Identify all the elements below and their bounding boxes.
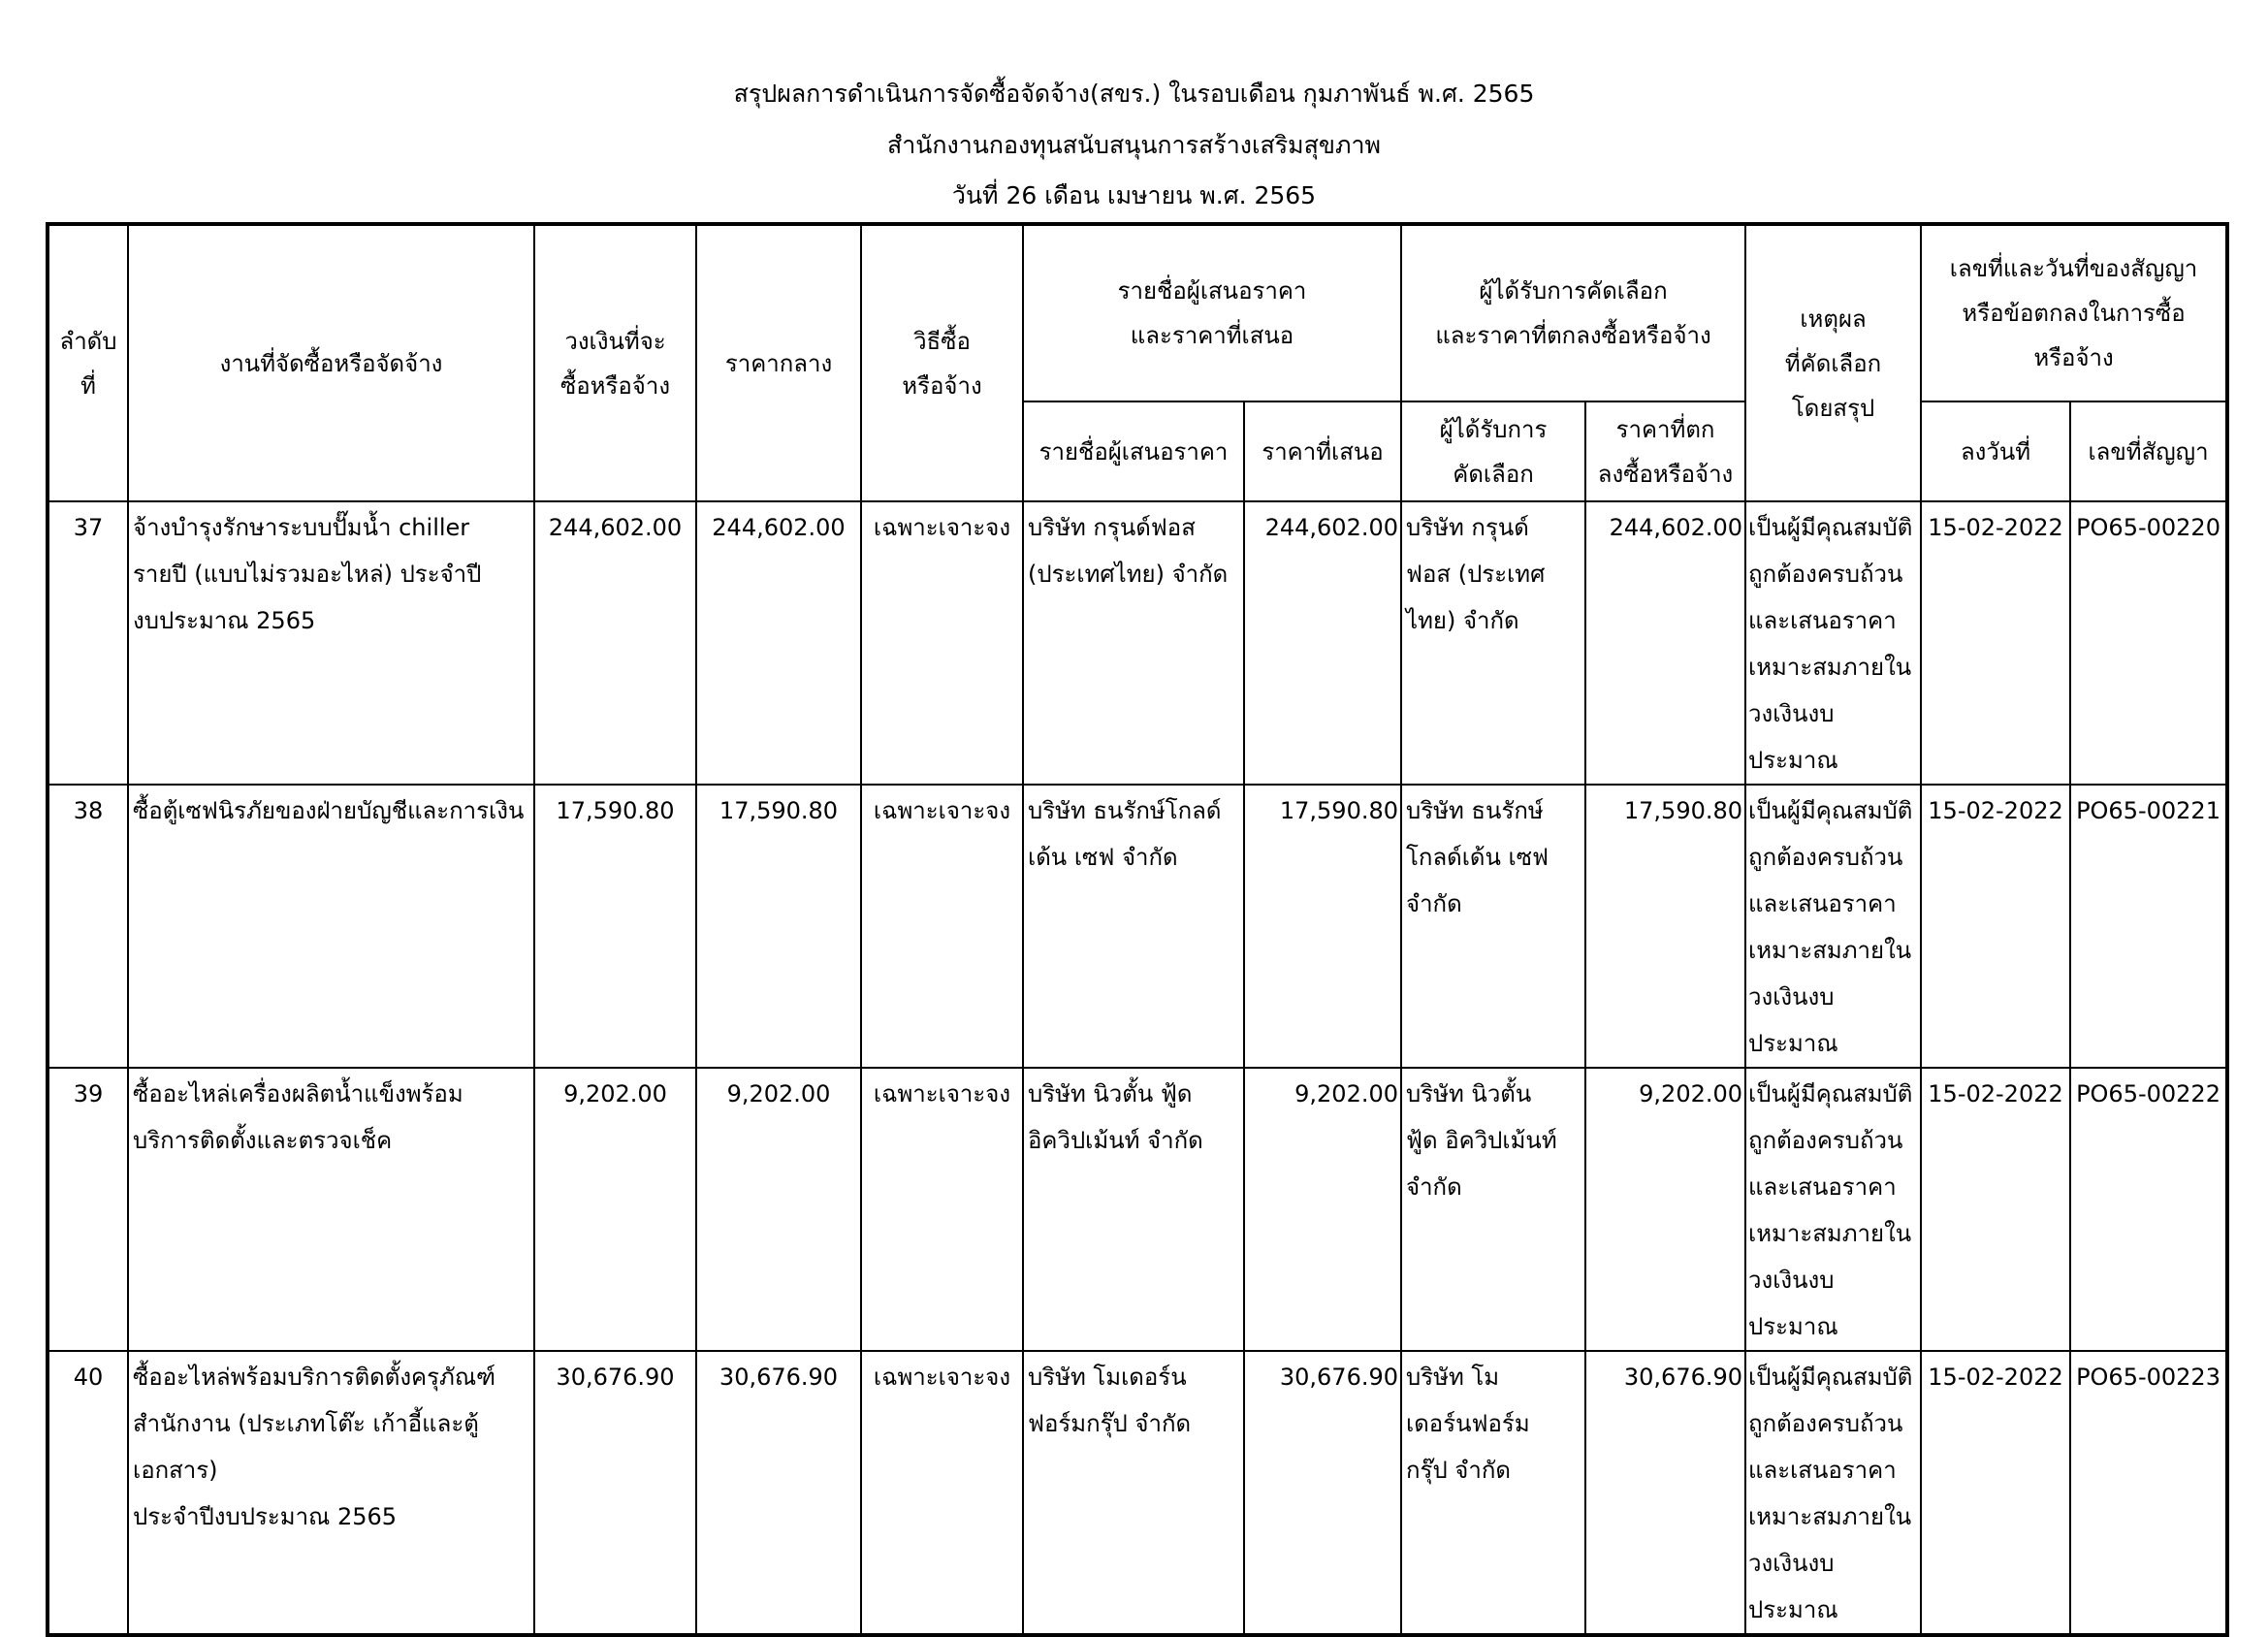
row-winner: บริษัท นิวตั้น ฟู้ด อิควิปเม้นท์ จำกัด: [1401, 1068, 1585, 1351]
row-reason: เป็นผู้มีคุณสมบัติ ถูกต้องครบถ้วน และเสนอราคา เหมาะสมภายใน วงเงินงบประมาณ: [1745, 785, 1921, 1068]
row-budget: 17,590.80: [534, 785, 696, 1068]
column-header-agreed-price: ราคาที่ตก ลงซื้อหรือจ้าง: [1585, 401, 1745, 501]
organization-name: สำนักงานกองทุนสนับสนุนการสร้างเสริมสุขภาพ: [886, 131, 1382, 159]
table-row: [48, 1068, 2227, 1351]
row-no: 38: [48, 785, 128, 1068]
row-budget: 9,202.00: [534, 1068, 696, 1351]
row-contract-no: PO65-00222: [2070, 1068, 2227, 1351]
row-work: ซื้ออะไหล่เครื่องผลิตน้ำแข็งพร้อม บริการติดตั้งและตรวจเช็ค: [128, 1068, 534, 1351]
column-header-contract-no: เลขที่สัญญา: [2070, 401, 2227, 501]
row-bid-price: 30,676.90: [1244, 1351, 1401, 1635]
column-header-contract-date: ลงวันที่: [1921, 401, 2070, 501]
row-bid-price: 17,590.80: [1244, 785, 1401, 1068]
row-median-price: 17,590.80: [696, 785, 861, 1068]
column-header-winner-name: ผู้ได้รับการ คัดเลือก: [1401, 401, 1585, 501]
row-bidder: บริษัท นิวตั้น ฟู้ด อิควิปเม้นท์ จำกัด: [1023, 1068, 1244, 1351]
row-bidder: บริษัท กรุนด์ฟอส (ประเทศไทย) จำกัด: [1023, 501, 1244, 785]
column-header-work: งานที่จัดซื้อหรือจัดจ้าง: [128, 224, 534, 501]
row-contract-no: PO65-00223: [2070, 1351, 2227, 1635]
document-date: วันที่ 26 เดือน เมษายน พ.ศ. 2565: [951, 181, 1317, 209]
row-work: จ้างบำรุงรักษาระบบปั๊มน้ำ chiller รายปี (แบบไม่รวมอะไหล่) ประจำปี งบประมาณ 2565: [128, 501, 534, 785]
column-header-bidder-name: รายชื่อผู้เสนอราคา: [1023, 401, 1244, 501]
row-winner: บริษัท กรุนด์ ฟอส (ประเทศ ไทย) จำกัด: [1401, 501, 1585, 785]
column-header-winner-group: ผู้ได้รับการคัดเลือก และราคาที่ตกลงซื้อหรือจ้าง: [1401, 224, 1745, 401]
document-title: สรุปผลการดำเนินการจัดซื้อจัดจ้าง(สขร.) ในรอบเดือน กุมภาพันธ์ พ.ศ. 2565: [733, 80, 1535, 108]
row-method: เฉพาะเจาะจง: [861, 501, 1023, 785]
row-bid-price: 244,602.00: [1244, 501, 1401, 785]
table-row: [48, 501, 2227, 785]
row-agreed-price: 9,202.00: [1585, 1068, 1745, 1351]
row-contract-no: PO65-00220: [2070, 501, 2227, 785]
row-contract-date: 15-02-2022: [1921, 785, 2070, 1068]
row-reason: เป็นผู้มีคุณสมบัติ ถูกต้องครบถ้วน และเสนอราคา เหมาะสมภายใน วงเงินงบประมาณ: [1745, 501, 1921, 785]
row-bidder: บริษัท โมเดอร์น ฟอร์มกรุ๊ป จำกัด: [1023, 1351, 1244, 1635]
column-header-method: วิธีซื้อ หรือจ้าง: [861, 224, 1023, 501]
row-median-price: 244,602.00: [696, 501, 861, 785]
table-row: [48, 785, 2227, 1068]
column-header-contract-group: เลขที่และวันที่ของสัญญา หรือข้อตกลงในการซื้อ หรือจ้าง: [1921, 224, 2227, 401]
row-reason: เป็นผู้มีคุณสมบัติ ถูกต้องครบถ้วน และเสนอราคา เหมาะสมภายใน วงเงินงบประมาณ: [1745, 1068, 1921, 1351]
row-method: เฉพาะเจาะจง: [861, 1351, 1023, 1635]
row-winner: บริษัท โม เดอร์นฟอร์ม กรุ๊ป จำกัด: [1401, 1351, 1585, 1635]
row-method: เฉพาะเจาะจง: [861, 785, 1023, 1068]
row-no: 40: [48, 1351, 128, 1635]
row-contract-date: 15-02-2022: [1921, 1351, 2070, 1635]
row-contract-date: 15-02-2022: [1921, 1068, 2070, 1351]
column-header-bid-price: ราคาที่เสนอ: [1244, 401, 1401, 501]
row-median-price: 30,676.90: [696, 1351, 861, 1635]
column-header-bidders-group: รายชื่อผู้เสนอราคา และราคาที่เสนอ: [1023, 224, 1401, 401]
row-contract-date: 15-02-2022: [1921, 501, 2070, 785]
row-agreed-price: 30,676.90: [1585, 1351, 1745, 1635]
row-method: เฉพาะเจาะจง: [861, 1068, 1023, 1351]
column-header-budget: วงเงินที่จะ ซื้อหรือจ้าง: [534, 224, 696, 501]
row-budget: 244,602.00: [534, 501, 696, 785]
row-bidder: บริษัท ธนรักษ์โกลด์ เด้น เซฟ จำกัด: [1023, 785, 1244, 1068]
table-row: [48, 1351, 2227, 1635]
row-median-price: 9,202.00: [696, 1068, 861, 1351]
row-work: ซื้ออะไหล่พร้อมบริการติดตั้งครุภัณฑ์ สำนักงาน (ประเภทโต๊ะ เก้าอี้และตู้ เอกสาร) ประจำปีงบประมาณ 2565: [128, 1351, 534, 1635]
row-agreed-price: 17,590.80: [1585, 785, 1745, 1068]
procurement-table: [46, 222, 2229, 1637]
row-work: ซื้อตู้เซฟนิรภัยของฝ่ายบัญชีและการเงิน: [128, 785, 534, 1068]
row-no: 39: [48, 1068, 128, 1351]
row-bid-price: 9,202.00: [1244, 1068, 1401, 1351]
column-header-median-price: ราคากลาง: [696, 224, 861, 501]
row-contract-no: PO65-00221: [2070, 785, 2227, 1068]
row-no: 37: [48, 501, 128, 785]
row-reason: เป็นผู้มีคุณสมบัติ ถูกต้องครบถ้วน และเสนอราคา เหมาะสมภายใน วงเงินงบประมาณ: [1745, 1351, 1921, 1635]
row-winner: บริษัท ธนรักษ์ โกลด์เด้น เซฟ จำกัด: [1401, 785, 1585, 1068]
row-budget: 30,676.90: [534, 1351, 696, 1635]
row-agreed-price: 244,602.00: [1585, 501, 1745, 785]
column-header-no: ลำดับ ที่: [48, 224, 128, 501]
column-header-reason: เหตุผล ที่คัดเลือก โดยสรุป: [1745, 224, 1921, 501]
